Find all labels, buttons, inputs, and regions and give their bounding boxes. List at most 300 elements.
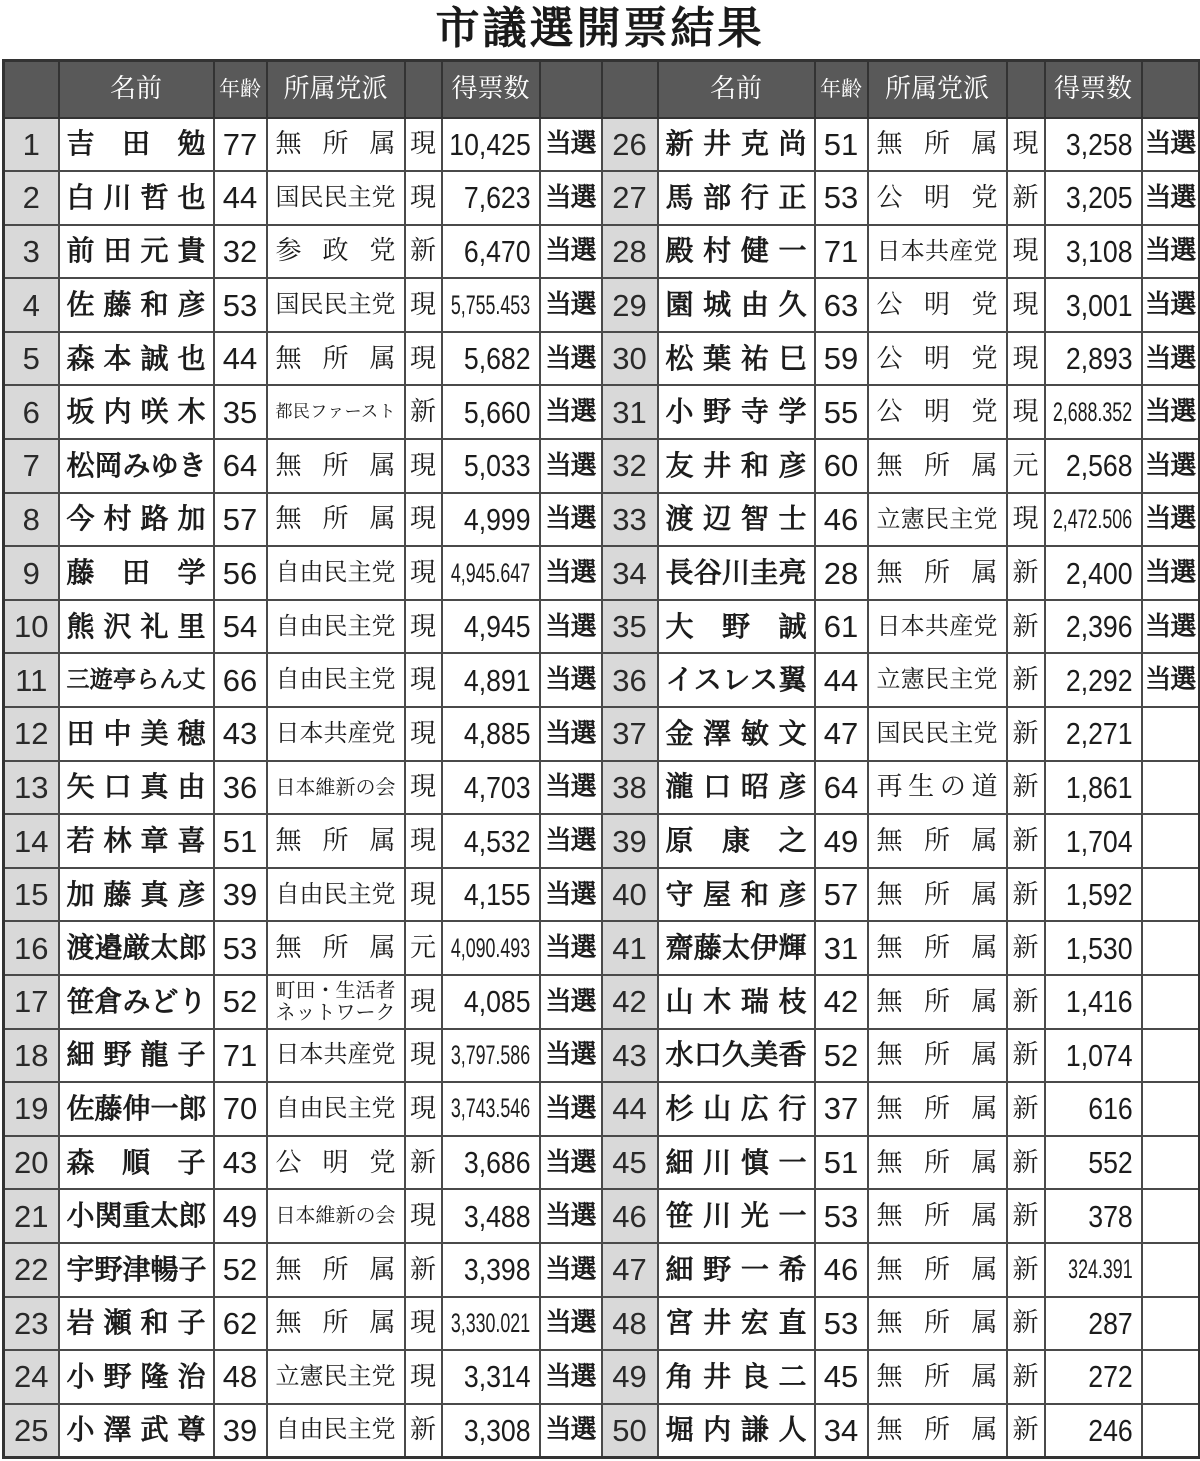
- candidate-party: 公明党: [868, 278, 1007, 332]
- candidate-party: 都民ファースト: [267, 385, 405, 439]
- vote-count: 4,999: [463, 501, 531, 537]
- candidate-name: 小野隆治: [59, 1350, 214, 1404]
- candidate-name: 岩瀬和子: [59, 1297, 214, 1351]
- candidate-status: 現: [405, 707, 442, 761]
- vote-count: 3,001: [1065, 287, 1133, 323]
- candidate-votes: [1045, 921, 1142, 975]
- candidate-result: [1142, 1082, 1200, 1136]
- candidate-party: 立憲民主党: [868, 653, 1007, 707]
- candidate-votes: [442, 171, 540, 225]
- vote-count: 552: [1088, 1145, 1133, 1181]
- candidate-rank: 46: [602, 1189, 658, 1243]
- votes-wrapper: [443, 126, 539, 162]
- candidate-result: 当選: [540, 1029, 602, 1083]
- candidate-age: 64: [214, 439, 267, 493]
- candidate-result: 当選: [540, 868, 602, 922]
- candidate-age: 53: [815, 1297, 868, 1351]
- candidate-votes: [442, 707, 540, 761]
- candidate-votes: [1045, 118, 1142, 172]
- candidate-rank: 25: [4, 1404, 59, 1458]
- candidate-result: [1142, 761, 1200, 815]
- candidate-name: 小野寺学: [658, 385, 815, 439]
- candidate-votes: [1045, 975, 1142, 1029]
- votes-wrapper: [443, 984, 539, 1020]
- candidate-status: 現: [1007, 493, 1045, 547]
- candidate-status: 新: [1007, 868, 1045, 922]
- candidate-result: [1142, 1297, 1200, 1351]
- candidate-votes: [442, 1404, 540, 1458]
- candidate-name: 笹川光一: [658, 1189, 815, 1243]
- candidate-status: 現: [1007, 118, 1045, 172]
- candidate-status: 元: [405, 921, 442, 975]
- candidate-votes: [1045, 225, 1142, 279]
- candidate-name: 今村路加: [59, 493, 214, 547]
- candidate-status: 新: [1007, 761, 1045, 815]
- candidate-party: 無所属: [868, 1136, 1007, 1190]
- candidate-rank: 8: [4, 493, 59, 547]
- candidate-age: 71: [214, 1029, 267, 1083]
- candidate-party: 自由民主党: [267, 1082, 405, 1136]
- candidate-rank: 29: [602, 278, 658, 332]
- candidate-rank: 30: [602, 332, 658, 386]
- votes-wrapper: [1046, 716, 1141, 752]
- candidate-votes: [442, 1350, 540, 1404]
- candidate-age: 62: [214, 1297, 267, 1351]
- vote-count: 272: [1088, 1359, 1133, 1395]
- candidate-result: 当選: [540, 707, 602, 761]
- candidate-name: 堀内謙人: [658, 1404, 815, 1458]
- votes-wrapper: [1046, 877, 1141, 913]
- votes-wrapper: [1046, 769, 1141, 805]
- candidate-age: 44: [815, 653, 868, 707]
- votes-wrapper: [443, 716, 539, 752]
- candidate-votes: [442, 278, 540, 332]
- vote-count: 3,308: [463, 1412, 531, 1448]
- vote-count: 1,592: [1065, 877, 1133, 913]
- candidate-rank: 12: [4, 707, 59, 761]
- candidate-name: 笹倉みどり: [59, 975, 214, 1029]
- candidate-rank: 26: [602, 118, 658, 172]
- header-status: [405, 61, 442, 118]
- candidate-result: 当選: [540, 118, 602, 172]
- candidate-result: 当選: [540, 171, 602, 225]
- table-row: [4, 921, 1200, 975]
- candidate-name: 園城由久: [658, 278, 815, 332]
- candidate-result: 当選: [1142, 439, 1200, 493]
- candidate-result: 当選: [540, 600, 602, 654]
- candidate-status: 現: [405, 1189, 442, 1243]
- candidate-votes: [442, 600, 540, 654]
- candidate-age: 35: [214, 385, 267, 439]
- table-row: [4, 278, 1200, 332]
- votes-wrapper: [443, 1252, 539, 1288]
- candidate-age: 44: [214, 332, 267, 386]
- candidate-votes: [1045, 1297, 1142, 1351]
- candidate-votes: [1045, 1243, 1142, 1297]
- vote-count: 2,292: [1065, 662, 1133, 698]
- vote-count: 2,688.352: [1053, 396, 1133, 427]
- candidate-party: 国民民主党: [267, 278, 405, 332]
- candidate-status: 新: [405, 385, 442, 439]
- candidate-votes: [1045, 868, 1142, 922]
- candidate-name: 水口久美香: [658, 1029, 815, 1083]
- candidate-party: 無所属: [868, 1350, 1007, 1404]
- candidate-name: 熊沢礼里: [59, 600, 214, 654]
- candidate-status: 現: [405, 868, 442, 922]
- vote-count: 2,568: [1065, 448, 1133, 484]
- candidate-age: 46: [815, 493, 868, 547]
- vote-count: 1,704: [1065, 823, 1133, 859]
- candidate-result: [1142, 868, 1200, 922]
- candidate-rank: 49: [602, 1350, 658, 1404]
- vote-count: 1,074: [1065, 1037, 1133, 1073]
- candidate-age: 47: [815, 707, 868, 761]
- candidate-name: 小澤武尊: [59, 1404, 214, 1458]
- candidate-age: 61: [815, 600, 868, 654]
- candidate-votes: [1045, 1136, 1142, 1190]
- table-row: [4, 493, 1200, 547]
- candidate-party: 再生の道: [868, 761, 1007, 815]
- candidate-name: 松岡みゆき: [59, 439, 214, 493]
- candidate-rank: 5: [4, 332, 59, 386]
- candidate-result: [1142, 1136, 1200, 1190]
- candidate-name: 新井克尚: [658, 118, 815, 172]
- candidate-name: 金澤敏文: [658, 707, 815, 761]
- candidate-age: 66: [214, 653, 267, 707]
- candidate-result: 当選: [540, 921, 602, 975]
- vote-count: 3,743.546: [451, 1093, 531, 1124]
- candidate-votes: [1045, 653, 1142, 707]
- candidate-party: 自由民主党: [267, 546, 405, 600]
- candidate-name: 渡邉厳太郎: [59, 921, 214, 975]
- candidate-status: 現: [1007, 332, 1045, 386]
- candidate-name: 角井良二: [658, 1350, 815, 1404]
- vote-count: 4,945.647: [451, 557, 531, 588]
- candidate-party: 無所属: [868, 439, 1007, 493]
- vote-count: 5,033: [463, 448, 531, 484]
- candidate-votes: [442, 439, 540, 493]
- votes-wrapper: [443, 394, 539, 430]
- candidate-name: 三遊亭らん丈: [59, 653, 214, 707]
- candidate-result: [1142, 1243, 1200, 1297]
- candidate-name: 齋藤太伊輝: [658, 921, 815, 975]
- vote-count: 4,532: [463, 823, 531, 859]
- votes-wrapper: [443, 448, 539, 484]
- candidate-votes: [442, 225, 540, 279]
- page-title: 市議選開票結果: [435, 3, 765, 54]
- candidate-age: 44: [214, 171, 267, 225]
- candidate-votes: [1045, 1404, 1142, 1458]
- candidate-age: 60: [815, 439, 868, 493]
- votes-wrapper: [443, 877, 539, 913]
- table-row: [4, 1189, 1200, 1243]
- candidate-name: 坂内咲木: [59, 385, 214, 439]
- votes-wrapper: [1046, 1256, 1141, 1283]
- candidate-age: 70: [214, 1082, 267, 1136]
- vote-count: 616: [1088, 1091, 1133, 1127]
- candidate-votes: [1045, 171, 1142, 225]
- candidate-rank: 38: [602, 761, 658, 815]
- candidate-name: 細川慎一: [658, 1136, 815, 1190]
- votes-wrapper: [443, 341, 539, 377]
- candidate-rank: 10: [4, 600, 59, 654]
- vote-count: 1,530: [1065, 930, 1133, 966]
- candidate-age: 51: [214, 814, 267, 868]
- vote-count: 3,398: [463, 1252, 531, 1288]
- vote-count: 4,155: [463, 877, 531, 913]
- candidate-age: 55: [815, 385, 868, 439]
- candidate-status: 新: [1007, 1029, 1045, 1083]
- candidate-status: 新: [1007, 171, 1045, 225]
- candidate-status: 現: [405, 975, 442, 1029]
- candidate-rank: 1: [4, 118, 59, 172]
- candidate-status: 新: [1007, 1350, 1045, 1404]
- candidate-age: 52: [214, 975, 267, 1029]
- candidate-name: 松葉祐巳: [658, 332, 815, 386]
- votes-wrapper: [443, 823, 539, 859]
- candidate-status: 現: [405, 1082, 442, 1136]
- vote-count: 3,797.586: [451, 1039, 531, 1070]
- votes-wrapper: [1046, 1145, 1141, 1181]
- candidate-party: 日本維新の会: [267, 761, 405, 815]
- vote-count: 5,755.453: [451, 289, 531, 320]
- votes-wrapper: [1046, 930, 1141, 966]
- candidate-party: 無所属: [868, 1243, 1007, 1297]
- votes-wrapper: [1046, 1091, 1141, 1127]
- candidate-rank: 4: [4, 278, 59, 332]
- candidate-result: 当選: [540, 814, 602, 868]
- candidate-name: 友井和彦: [658, 439, 815, 493]
- candidate-name: イスレス翼: [658, 653, 815, 707]
- votes-wrapper: [443, 289, 539, 320]
- candidate-name: 瀧口昭彦: [658, 761, 815, 815]
- votes-wrapper: [1046, 126, 1141, 162]
- candidate-name: 吉田勉: [59, 118, 214, 172]
- candidate-age: 53: [815, 1189, 868, 1243]
- candidate-rank: 37: [602, 707, 658, 761]
- candidate-name: 馬部行正: [658, 171, 815, 225]
- candidate-status: 現: [405, 1029, 442, 1083]
- candidate-name: 殿村健一: [658, 225, 815, 279]
- candidate-party: 無所属: [868, 1404, 1007, 1458]
- candidate-rank: 22: [4, 1243, 59, 1297]
- candidate-age: 54: [214, 600, 267, 654]
- candidate-result: 当選: [1142, 332, 1200, 386]
- candidate-rank: 47: [602, 1243, 658, 1297]
- candidate-rank: 50: [602, 1404, 658, 1458]
- candidate-status: 現: [405, 600, 442, 654]
- candidate-result: 当選: [540, 278, 602, 332]
- candidate-votes: [442, 1029, 540, 1083]
- table-row: [4, 1404, 1200, 1458]
- candidate-rank: 34: [602, 546, 658, 600]
- candidate-party: 自由民主党: [267, 868, 405, 922]
- candidate-party: 無所属: [267, 1243, 405, 1297]
- candidate-party: 国民民主党: [868, 707, 1007, 761]
- candidate-votes: [1045, 1082, 1142, 1136]
- candidate-rank: 39: [602, 814, 658, 868]
- candidate-name: 森順子: [59, 1136, 214, 1190]
- candidate-result: 当選: [540, 1404, 602, 1458]
- candidate-votes: [442, 653, 540, 707]
- candidate-age: 51: [815, 118, 868, 172]
- votes-wrapper: [1046, 609, 1141, 645]
- candidate-votes: [1045, 439, 1142, 493]
- candidate-votes: [1045, 493, 1142, 547]
- candidate-party: 無所属: [868, 1082, 1007, 1136]
- candidate-age: 53: [214, 921, 267, 975]
- candidate-rank: 33: [602, 493, 658, 547]
- candidate-votes: [442, 332, 540, 386]
- candidate-result: [1142, 1189, 1200, 1243]
- candidate-status: 現: [1007, 278, 1045, 332]
- candidate-party: 無所属: [868, 1029, 1007, 1083]
- vote-count: 3,205: [1065, 180, 1133, 216]
- vote-count: 5,660: [463, 394, 531, 430]
- vote-count: 3,686: [463, 1145, 531, 1181]
- votes-wrapper: [1046, 1305, 1141, 1341]
- candidate-result: 当選: [1142, 600, 1200, 654]
- header-party: 所属党派: [267, 61, 405, 118]
- candidate-result: [1142, 921, 1200, 975]
- candidate-name: 前田元貴: [59, 225, 214, 279]
- header-rank: [4, 61, 59, 118]
- candidate-status: 新: [1007, 975, 1045, 1029]
- candidate-votes: [1045, 1189, 1142, 1243]
- votes-wrapper: [443, 769, 539, 805]
- vote-count: 3,314: [463, 1359, 531, 1395]
- votes-wrapper: [443, 1039, 539, 1070]
- candidate-party: 自由民主党: [267, 600, 405, 654]
- vote-count: 2,396: [1065, 609, 1133, 645]
- header-party: 所属党派: [868, 61, 1007, 118]
- vote-count: 5,682: [463, 341, 531, 377]
- candidate-result: [1142, 1404, 1200, 1458]
- candidate-rank: 13: [4, 761, 59, 815]
- candidate-rank: 7: [4, 439, 59, 493]
- candidate-result: 当選: [540, 1350, 602, 1404]
- vote-count: 3,488: [463, 1198, 531, 1234]
- candidate-result: 当選: [540, 1297, 602, 1351]
- candidate-party: 町田・生活者ネットワーク: [267, 975, 405, 1029]
- votes-wrapper: [1046, 503, 1141, 534]
- candidate-name: 杉山広行: [658, 1082, 815, 1136]
- votes-wrapper: [443, 501, 539, 537]
- votes-wrapper: [443, 557, 539, 588]
- votes-wrapper: [443, 662, 539, 698]
- candidate-status: 現: [405, 118, 442, 172]
- candidate-result: 当選: [540, 546, 602, 600]
- table-row: [4, 385, 1200, 439]
- candidate-status: 新: [1007, 600, 1045, 654]
- candidate-age: 34: [815, 1404, 868, 1458]
- candidate-age: 32: [214, 225, 267, 279]
- candidate-rank: 21: [4, 1189, 59, 1243]
- candidate-party: 無所属: [267, 118, 405, 172]
- candidate-age: 42: [815, 975, 868, 1029]
- candidate-party: 無所属: [267, 439, 405, 493]
- votes-wrapper: [1046, 180, 1141, 216]
- candidate-status: 新: [405, 1243, 442, 1297]
- candidate-age: 46: [815, 1243, 868, 1297]
- table-row: [4, 707, 1200, 761]
- candidate-age: 28: [815, 546, 868, 600]
- candidate-party: 無所属: [267, 1297, 405, 1351]
- votes-wrapper: [1046, 984, 1141, 1020]
- candidate-status: 新: [1007, 546, 1045, 600]
- candidate-party: 日本維新の会: [267, 1189, 405, 1243]
- votes-wrapper: [443, 233, 539, 269]
- candidate-age: 52: [214, 1243, 267, 1297]
- vote-count: 1,416: [1065, 984, 1133, 1020]
- candidate-name: 小関重太郎: [59, 1189, 214, 1243]
- candidate-votes: [1045, 600, 1142, 654]
- candidate-age: 56: [214, 546, 267, 600]
- candidate-status: 現: [405, 814, 442, 868]
- candidate-age: 39: [214, 868, 267, 922]
- candidate-name: 大野誠: [658, 600, 815, 654]
- candidate-status: 元: [1007, 439, 1045, 493]
- candidate-result: 当選: [540, 439, 602, 493]
- vote-count: 6,470: [463, 233, 531, 269]
- candidate-name: 森本誠也: [59, 332, 214, 386]
- header-name: 名前: [658, 61, 815, 118]
- votes-wrapper: [1046, 233, 1141, 269]
- candidate-status: 新: [405, 1404, 442, 1458]
- votes-wrapper: [443, 1359, 539, 1395]
- votes-wrapper: [443, 1198, 539, 1234]
- candidate-age: 51: [815, 1136, 868, 1190]
- candidate-result: [1142, 814, 1200, 868]
- candidate-rank: 18: [4, 1029, 59, 1083]
- candidate-rank: 36: [602, 653, 658, 707]
- candidate-rank: 31: [602, 385, 658, 439]
- header-name: 名前: [59, 61, 214, 118]
- candidate-result: 当選: [1142, 118, 1200, 172]
- votes-wrapper: [1046, 1359, 1141, 1395]
- vote-count: 378: [1088, 1198, 1133, 1234]
- vote-count: 2,472.506: [1053, 503, 1133, 534]
- candidate-votes: [442, 921, 540, 975]
- candidate-rank: 42: [602, 975, 658, 1029]
- candidate-status: 現: [405, 653, 442, 707]
- vote-count: 1,861: [1065, 769, 1133, 805]
- candidate-rank: 6: [4, 385, 59, 439]
- candidate-party: 日本共産党: [868, 600, 1007, 654]
- table-row: [4, 171, 1200, 225]
- candidate-status: 新: [1007, 1297, 1045, 1351]
- votes-wrapper: [443, 609, 539, 645]
- candidate-party: 無所属: [267, 493, 405, 547]
- candidate-party: 国民民主党: [267, 171, 405, 225]
- candidate-age: 71: [815, 225, 868, 279]
- candidate-status: 現: [405, 761, 442, 815]
- candidate-age: 43: [214, 1136, 267, 1190]
- candidate-votes: [442, 1082, 540, 1136]
- header-result: [1142, 61, 1200, 118]
- candidate-votes: [1045, 761, 1142, 815]
- vote-count: 4,090.493: [451, 932, 531, 963]
- candidate-votes: [442, 1189, 540, 1243]
- candidate-status: 新: [1007, 1404, 1045, 1458]
- candidate-party: 無所属: [868, 546, 1007, 600]
- candidate-result: 当選: [540, 1243, 602, 1297]
- table-row: [4, 1082, 1200, 1136]
- candidate-party: 公明党: [868, 332, 1007, 386]
- candidate-party: 参政党: [267, 225, 405, 279]
- candidate-party: 日本共産党: [267, 1029, 405, 1083]
- candidate-party: 無所属: [868, 118, 1007, 172]
